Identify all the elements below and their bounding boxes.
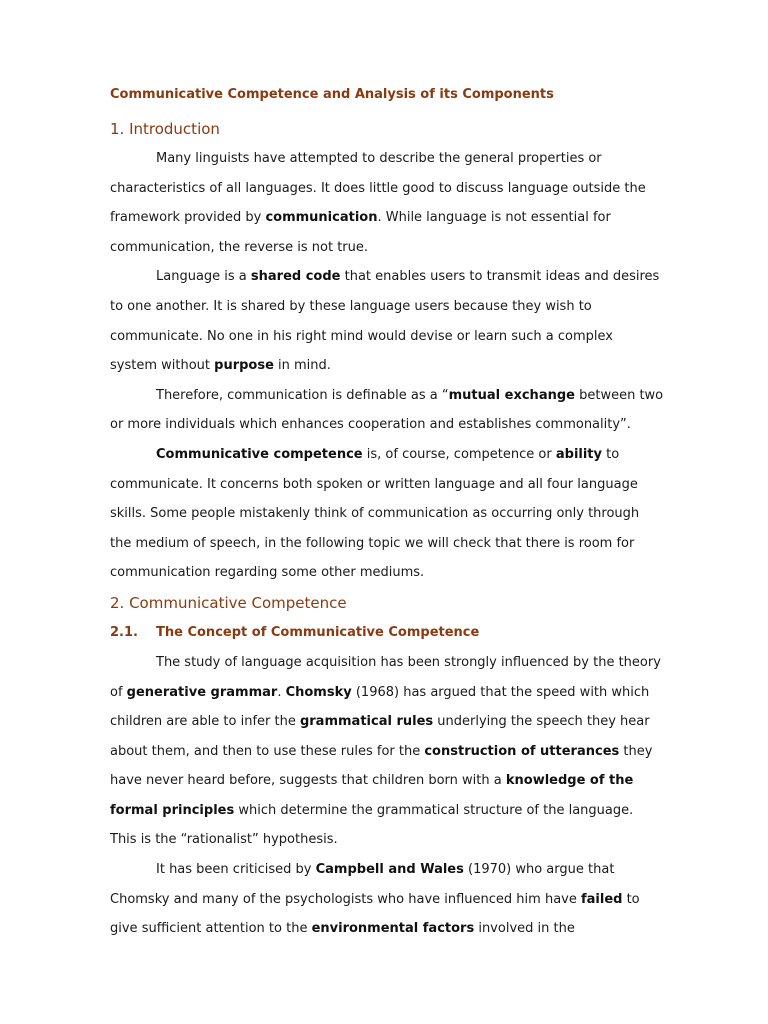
bold-term: communication [265,210,378,226]
subsection-heading-concept [110,618,670,648]
text-line: Therefore, communication is definable as a “mutual exchange between two [156,387,664,403]
document-title: Communicative Competence and Analysis of its Components [110,87,554,102]
text-line: skills. Some people mistakenly think of communication as occurring only through [110,506,640,522]
text-line: about them, and then to use these rules for the construction of utterances they [110,743,653,759]
section-heading-communicative-competence: 2. Communicative Competence [110,593,347,612]
document-content [110,84,670,944]
bold-term: grammatical rules [299,714,434,730]
bold-term: ability [555,446,602,462]
text-line: to one another. It is shared by these language users because they wish to [110,298,592,314]
text-line: Many linguists have attempted to describe the general properties or [156,151,602,166]
text-line: or more individuals which enhances cooperation and establishes commonality”. [110,417,631,433]
paragraph-2 [110,262,670,380]
subsection-number: 2.1. [110,624,138,640]
bold-term: generative grammar [126,684,278,700]
text-line: of generative grammar. Chomsky (1968) has argued that the speed with which [110,684,650,700]
text-line: framework provided by communication. While language is not essential for [110,210,611,226]
paragraph-1 [110,144,670,262]
section-heading-introduction: 1. Introduction [110,120,220,138]
text-line: Chomsky and many of the psychologists who have influenced him have failed to [110,891,640,907]
text-line: communication, the reverse is not true. [110,239,369,255]
subsection-title: The Concept of Communicative Competence [156,624,480,640]
text-line: characteristics of all languages. It does little good to discuss language outside the [110,180,646,196]
paragraph-5 [110,648,670,855]
text-line: have never heard before, suggests that children born with a knowledge of the [110,773,634,789]
text-line: communicate. It concerns both spoken or written language and all four language [110,476,638,492]
bold-term: failed [580,891,623,907]
text-line: It has been criticised by Campbell and Wales (1970) who argue that [156,862,615,878]
text-line: The study of language acquisition has been strongly influenced by the theory [156,654,661,670]
text-line: Communicative competence is, of course, competence or ability to [156,446,620,462]
text-line: communication regarding some other mediums. [110,565,425,581]
bold-term: purpose [214,358,274,374]
bold-term: formal principles [110,802,235,818]
bold-term: shared code [250,269,341,285]
text-line: children are able to infer the grammatical rules underlying the speech they hear [110,714,650,730]
bold-term: knowledge of the [505,773,634,789]
text-line: the medium of speech, in the following topic we will check that there is room for [110,535,635,551]
text-line: Language is a shared code that enables users to transmit ideas and desires [156,269,660,285]
text-line: This is the “rationalist” hypothesis. [110,832,338,848]
bold-term: Campbell and Wales [315,862,464,878]
bold-term: environmental factors [311,921,475,937]
text-line: give sufficient attention to the environmental factors involved in the [110,921,575,937]
paragraph-4 [110,440,670,588]
bold-term: Chomsky [285,684,352,700]
paragraph-3 [110,381,670,440]
text-line: communicate. No one in his right mind would devise or learn such a complex [110,328,613,344]
bold-term: construction of utterances [424,743,620,759]
text-line: formal principles which determine the grammatical structure of the language. [110,802,634,818]
bold-term: Communicative competence [156,446,363,462]
paragraph-6 [110,855,670,944]
bold-term: mutual exchange [448,387,575,403]
text-line: system without purpose in mind. [110,358,331,374]
